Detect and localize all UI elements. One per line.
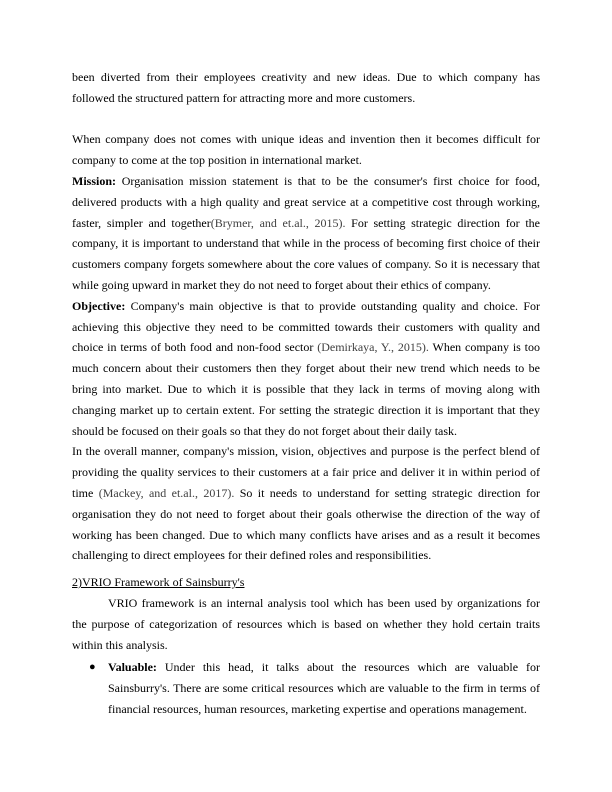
section-heading-vrio: 2)VRIO Framework of Sainsburry's xyxy=(72,575,245,590)
objective-text-a: Company's main objective is that to provide outstanding quality and choice. For achieving this objective they need to be committed towards their customers with quality and choice in terms of both food and non-food sector xyxy=(72,298,540,355)
paragraph-vrio-intro: VRIO framework is an internal analysis tool which has been used by organizations for the purpose of categorization of resources which is based on whether they hold certain traits within this analysis. xyxy=(72,595,540,652)
paragraph-continuation: been diverted from their employees creativity and new ideas. Due to which company has followed the structured pattern for attracting more and more customers. xyxy=(72,70,540,105)
mission-label: Mission: xyxy=(72,173,117,188)
overall-citation: (Mackey, and et.al., 2017). xyxy=(98,485,235,500)
objective-label: Objective: xyxy=(72,298,126,313)
mission-text-a: Organisation mission statement is that to be the consumer's first choice for food, delivered products with a high quality and great service at a competitive cost through working, faster, simpler and together xyxy=(72,173,540,230)
mission-citation: (Brymer, and et.al., 2015). xyxy=(210,215,346,230)
objective-citation: (Demirkaya, Y., 2015). xyxy=(317,340,429,355)
paragraph-overall xyxy=(72,441,540,566)
list-item-valuable xyxy=(72,657,540,719)
mission-text-b: For setting strategic direction for the company, it is important to understand that while in the process of becoming first choice of their customers company forgets somewhere about the core values of company. So it is necessary that while going upward in market they do not need to forget about their ethics of company. xyxy=(72,215,540,292)
paragraph-gap xyxy=(72,109,540,130)
valuable-text: Under this head, it talks about the resources which are valuable for Sainsburry's. There are some critical resources which are valuable to the firm in terms of financial resources, human resources, marketing expertise and operations management. xyxy=(108,660,540,716)
vrio-bullet-list xyxy=(72,657,540,719)
valuable-label: Valuable: xyxy=(108,660,157,675)
document-page xyxy=(72,67,540,720)
paragraph-mission xyxy=(72,171,540,296)
overall-text-a: In the overall manner, company's mission, vision, objectives and purpose is the perfect blend of providing the quality services to their customers at a fair price and deliver it in within period of time xyxy=(72,444,540,500)
objective-text-b: When company is too much concern about their customers then they forget about their new trend which needs to be bring into market. Due to which it is possible that they lack in terms of moving along with changing market up to certain extent. For setting the strategic direction it is important that they should be focused on their goals so that they do not forget about their daily task. xyxy=(72,340,541,438)
bullet-icon: ● xyxy=(89,661,96,674)
overall-text-b: So it needs to understand for setting strategic direction for organisation they do not need to forget about their goals otherwise the direction of the way of working has been changed. Due to which many conflicts have arises and as a result it becomes challenging to direct employees for their defined roles and responsibilities. xyxy=(72,485,541,563)
paragraph-unique-ideas: When company does not comes with unique ideas and invention then it becomes difficult for company to come at the top position in international market. xyxy=(72,132,540,168)
paragraph-objective xyxy=(72,296,540,442)
